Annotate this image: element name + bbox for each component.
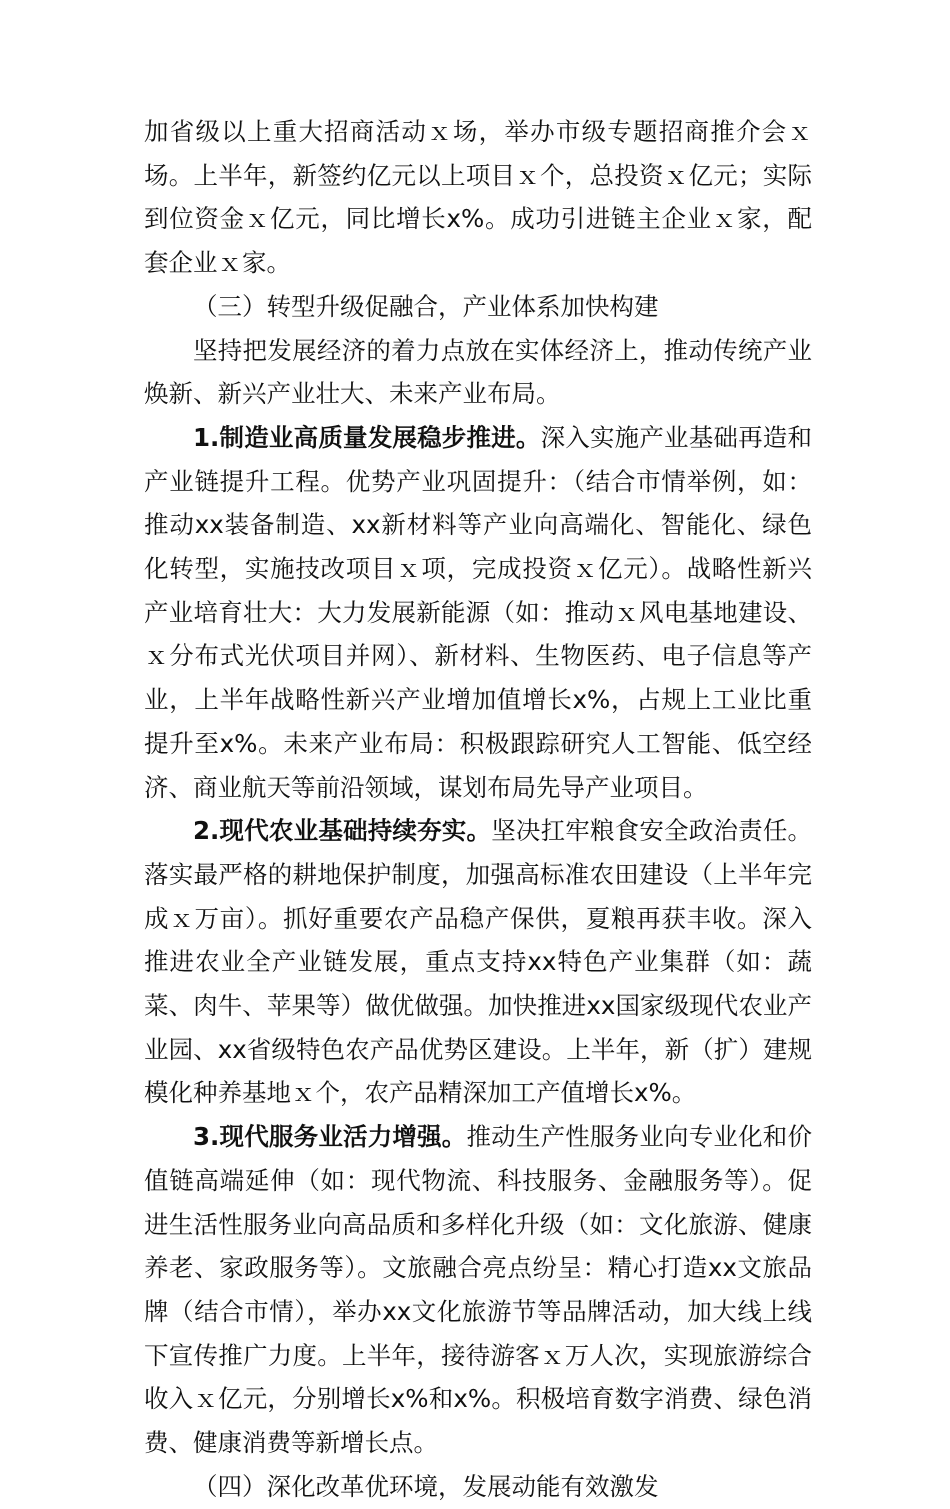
services-lead: 3.现代服务业活力增强。 [193, 1122, 467, 1152]
section-heading-3: （三）转型升级促融合，产业体系加快构建 [193, 291, 659, 321]
section-heading-4: （四）深化改革优环境，发展动能有效激发 [193, 1471, 659, 1501]
manufacturing-lead: 1.制造业高质量发展稳步推进。 [193, 422, 541, 452]
manufacturing-body: 深入实施产业基础再造和产业链提升工程。优势产业巩固提升：（结合市情举例，如：推动xx装备制造、xx新材料等产业向高端化、智能化、绿色化转型，实施技改项目ｘ项，完成投资ｘ亿元）。战略性新兴产业培育壮大：大力发展新能源（如：推动ｘ风电基地建设、ｘ分布式光伏项目并网）、新材料、生物医药、电子信息等产业，上半年战略性新兴产业增加值增长x%，占规上工业比重提升至x%。未来产业布局：积极跟踪研究人工智能、低空经济、商业航天等前沿领域，谋划布局先导产业项目。 [144, 422, 812, 802]
paragraph-intro: 坚持把发展经济的着力点放在实体经济上，推动传统产业焕新、新兴产业壮大、未来产业布局。 [144, 335, 812, 409]
paragraph-agriculture [144, 809, 812, 1115]
paragraph-investment: 加省级以上重大招商活动ｘ场，举办市级专题招商推介会ｘ场。上半年，新签约亿元以上项目ｘ个，总投资ｘ亿元；实际到位资金ｘ亿元，同比增长x%。成功引进链主企业ｘ家，配套企业ｘ家。 [144, 117, 812, 278]
services-body: 推动生产性服务业向专业化和价值链高端延伸（如：现代物流、科技服务、金融服务等）。促进生活性服务业向高品质和多样化升级（如：文化旅游、健康养老、家政服务等）。文旅融合亮点纷呈：精心打造xx文旅品牌（结合市情），举办xx文化旅游节等品牌活动，加大线上线下宣传推广力度。上半年，接待游客ｘ万人次，实现旅游综合收入ｘ亿元，分别增长x%和x%。积极培育数字消费、绿色消费、健康消费等新增长点。 [144, 1122, 812, 1458]
document-body [144, 110, 812, 1509]
agriculture-lead: 2.现代农业基础持续夯实。 [193, 816, 492, 846]
agriculture-body: 坚决扛牢粮食安全政治责任。落实最严格的耕地保护制度，加强高标准农田建设（上半年完成ｘ万亩）。抓好重要农产品稳产保供，夏粮再获丰收。深入推进农业全产业链发展，重点支持xx特色产业集群（如：蔬菜、肉牛、苹果等）做优做强。加快推进xx国家级现代农业产业园、xx省级特色农产品优势区建设。上半年，新（扩）建规模化种养基地ｘ个，农产品精深加工产值增长x%。 [144, 816, 813, 1108]
paragraph-manufacturing [144, 416, 812, 809]
paragraph-services [144, 1115, 812, 1465]
